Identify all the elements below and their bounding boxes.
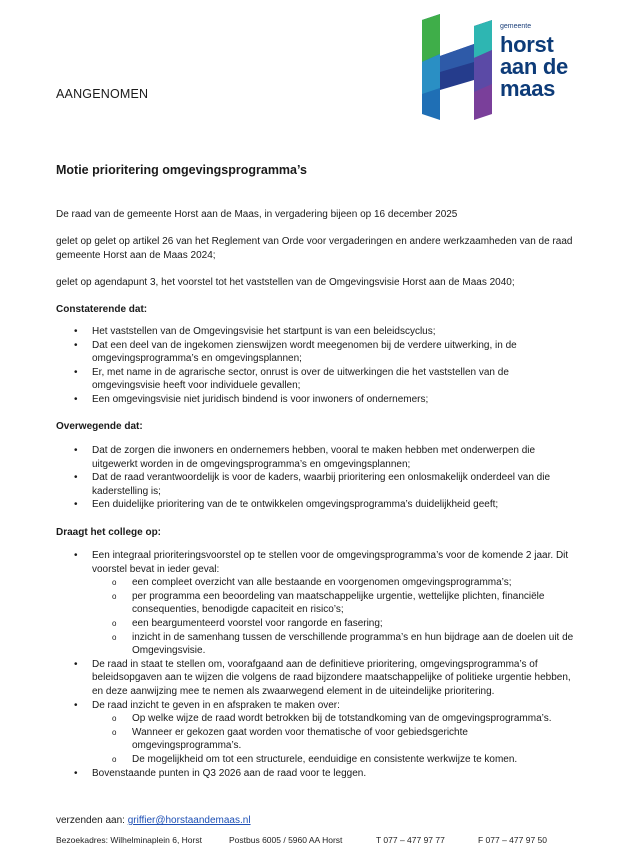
footer-fax: F 077 – 477 97 50 [478, 835, 548, 845]
sub-list-item: o inzicht in de samenhang tussen de verschillende programma’s en hun bijdrage aan de doelen uit de Omgevingsvisie. [92, 631, 576, 658]
sub-list-item: o een beargumenteerd voorstel voor rangorde en fasering; [92, 617, 576, 631]
logo-h-mark [420, 14, 494, 120]
sub-list [92, 576, 576, 658]
list-item [56, 549, 576, 658]
sub-list-item: o Wanneer er gekozen gaat worden voor thematische of voor gebiedsgerichte omgevingsprogramma’s. [92, 726, 576, 753]
constaterend-list [56, 325, 576, 407]
list-item [56, 699, 576, 767]
logo-subtitle: gemeente [500, 23, 532, 30]
footer-postbus: Postbus 6005 / 5960 AA Horst [229, 835, 343, 845]
email-link[interactable]: griffier@horstaandemaas.nl [127, 815, 251, 826]
gelet-paragraph-1: gelet op gelet op artikel 26 van het Reglement van Orde voor vergaderingen en andere werkzaamheden van de raad gemeente Horst aan de Maas 2024; [56, 236, 573, 261]
overwegend-list [56, 444, 576, 512]
list-item: • Er, met name in de agrarische sector, onrust is over de uitwerkingen die het vaststellen van de omgevingsvisie heeft voor individuele gevallen; [56, 366, 576, 393]
logo-word-1: horst [500, 32, 554, 57]
status-stamp: AANGENOMEN [56, 87, 149, 101]
list-item: • Het vaststellen van de Omgevingsvisie het startpunt is van een beleidscyclus; [56, 325, 576, 339]
list-item: • Een omgevingsvisie niet juridisch bindend is voor inwoners of ondernemers; [56, 393, 576, 407]
gelet-paragraph-2: gelet op agendapunt 3, het voorstel tot het vaststellen van de Omgevingsvisie Horst aan de Maas 2040; [56, 277, 515, 288]
intro-paragraph: De raad van de gemeente Horst aan de Maas, in vergadering bijeen op 16 december 2025 [56, 209, 458, 220]
footer-phone: T 077 – 477 97 77 [376, 835, 445, 845]
section-heading-draagt: Draagt het college op: [56, 527, 162, 538]
send-to-line [56, 815, 251, 826]
section-heading-constaterend: Constaterende dat: [56, 304, 148, 315]
footer-address: Bezoekadres: Wilhelminaplein 6, Horst [56, 835, 202, 845]
sub-list-item: o een compleet overzicht van alle bestaande en voorgenomen omgevingsprogramma’s; [92, 576, 576, 590]
sub-list-item: o Op welke wijze de raad wordt betrokken bij de totstandkoming van de omgevingsprogramma’s. [92, 712, 576, 726]
logo-word-2: aan de [500, 54, 568, 79]
list-item-text: De raad inzicht te geven in en afspraken te maken over: [92, 699, 340, 711]
sub-list [92, 712, 576, 766]
sub-list-item: o per programma een beoordeling van maatschappelijke urgentie, wettelijke plichten, financiële consequenties, benodigde capaciteit en risico’s; [92, 590, 576, 617]
send-label: verzenden aan: [56, 815, 125, 826]
section-heading-overwegend: Overwegende dat: [56, 421, 143, 432]
list-item: • Een duidelijke prioritering van de te ontwikkelen omgevingsprogramma’s duidelijkheid geeft; [56, 498, 576, 512]
list-item-text: Een integraal prioriteringsvoorstel op te stellen voor de omgevingsprogramma’s voor de komende 2 jaar. Dit voorstel bevat in ieder geval: [92, 550, 569, 575]
draagt-list [56, 549, 576, 780]
logo-word-3: maas [500, 76, 556, 101]
list-item: • Dat een deel van de ingekomen zienswijzen wordt meegenomen bij de verdere uitwerking, in de omgevingsprogramma’s en omgevingsplannen; [56, 339, 576, 366]
list-item: • Dat de raad verantwoordelijk is voor de kaders, waarbij prioritering een onlosmakelijk onderdeel van die kaderstelling is; [56, 471, 576, 498]
list-item: • De raad in staat te stellen om, voorafgaand aan de definitieve prioritering, omgevingsprogramma’s of beleidsopgaven aan te wijzen die volgens de raad bijzondere maatschappelijke of politieke urgentie hebben, en deze aanwijzing mee te nemen als zwaarwegend element in de uiteindelijke prioritering. [56, 658, 576, 699]
list-item: • Bovenstaande punten in Q3 2026 aan de raad voor te leggen. [56, 767, 576, 781]
sub-list-item: o De mogelijkheid om tot een structurele, eenduidige en consistente werkwijze te komen. [92, 753, 576, 767]
document-title: Motie prioritering omgevingsprogramma’s [56, 163, 307, 177]
list-item: • Dat de zorgen die inwoners en ondernemers hebben, vooral te maken hebben met onderwerpen die uitgewerkt worden in de omgevingsprogramma’s en omgevingsplannen; [56, 444, 576, 471]
municipality-logo [420, 14, 570, 120]
